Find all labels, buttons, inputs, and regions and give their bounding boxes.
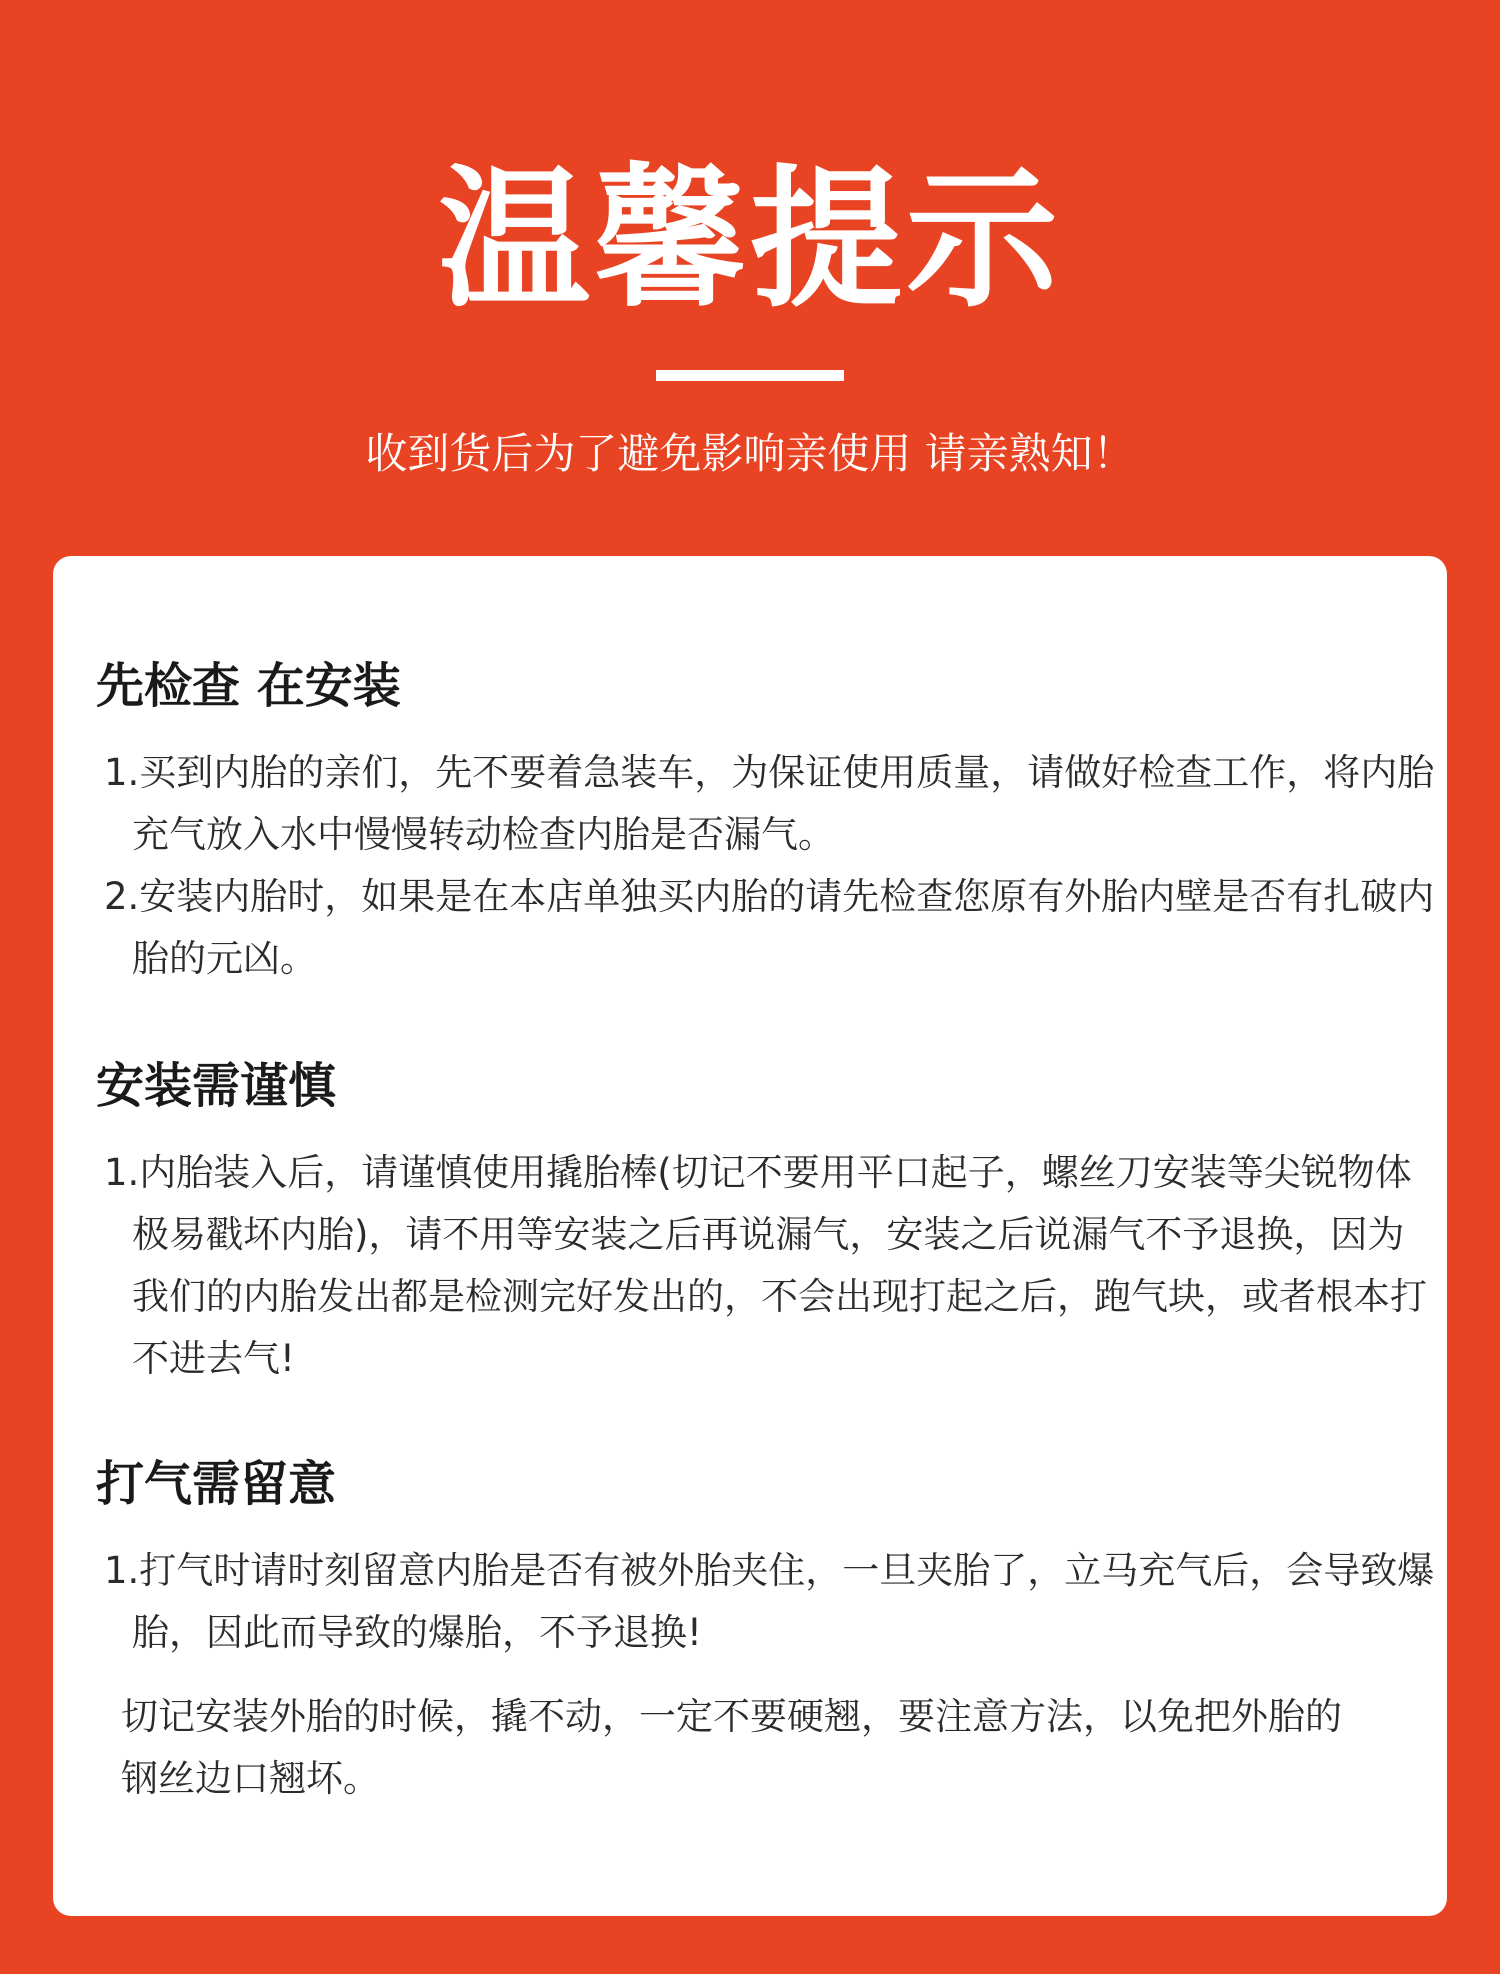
list-item: 2.安装内胎时，如果是在本店单独买内胎的请先检查您原有外胎内壁是否有扎破内胎的元凶。 [104, 875, 1435, 980]
item-list [96, 1540, 1436, 1664]
note-text: 切记安装外胎的时候，撬不动，一定不要硬翘，要注意方法，以免把外胎的钢丝边口翘坏。 [121, 1695, 1342, 1800]
item-list [96, 1142, 1436, 1390]
section-install-carefully [96, 1056, 1436, 1390]
section-title: 安装需谨慎 [96, 1058, 337, 1114]
list-item: 1.打气时请时刻留意内胎是否有被外胎夹住，一旦夹胎了，立马充气后，会导致爆胎，因此而导致的爆胎，不予退换! [104, 1549, 1435, 1654]
page-title: 温馨提示 [438, 151, 1062, 328]
section-inflate-carefully [96, 1454, 1436, 1810]
list-item: 1.内胎装入后，请谨慎使用撬胎棒(切记不要用平口起子，螺丝刀安装等尖锐物体极易戳坏内胎)，请不用等安装之后再说漏气，安装之后说漏气不予退换，因为我们的内胎发出都是检测完好发出的，不会出现打起之后，跑气块，或者根本打不进去气! [104, 1151, 1427, 1380]
list-item: 1.买到内胎的亲们，先不要着急装车，为保证使用质量，请做好检查工作，将内胎充气放入水中慢慢转动检查内胎是否漏气。 [104, 751, 1435, 856]
title-divider [656, 370, 844, 381]
page-subtitle: 收到货后为了避免影响亲使用 请亲熟知！ [365, 429, 1135, 478]
section-title: 打气需留意 [96, 1456, 337, 1512]
header-banner [0, 0, 1500, 556]
notice-card [53, 556, 1447, 1916]
section-inspect-before-install [96, 656, 1436, 990]
item-list [96, 742, 1436, 990]
section-title: 先检查 在安装 [96, 658, 401, 714]
note-block [96, 1686, 1436, 1810]
